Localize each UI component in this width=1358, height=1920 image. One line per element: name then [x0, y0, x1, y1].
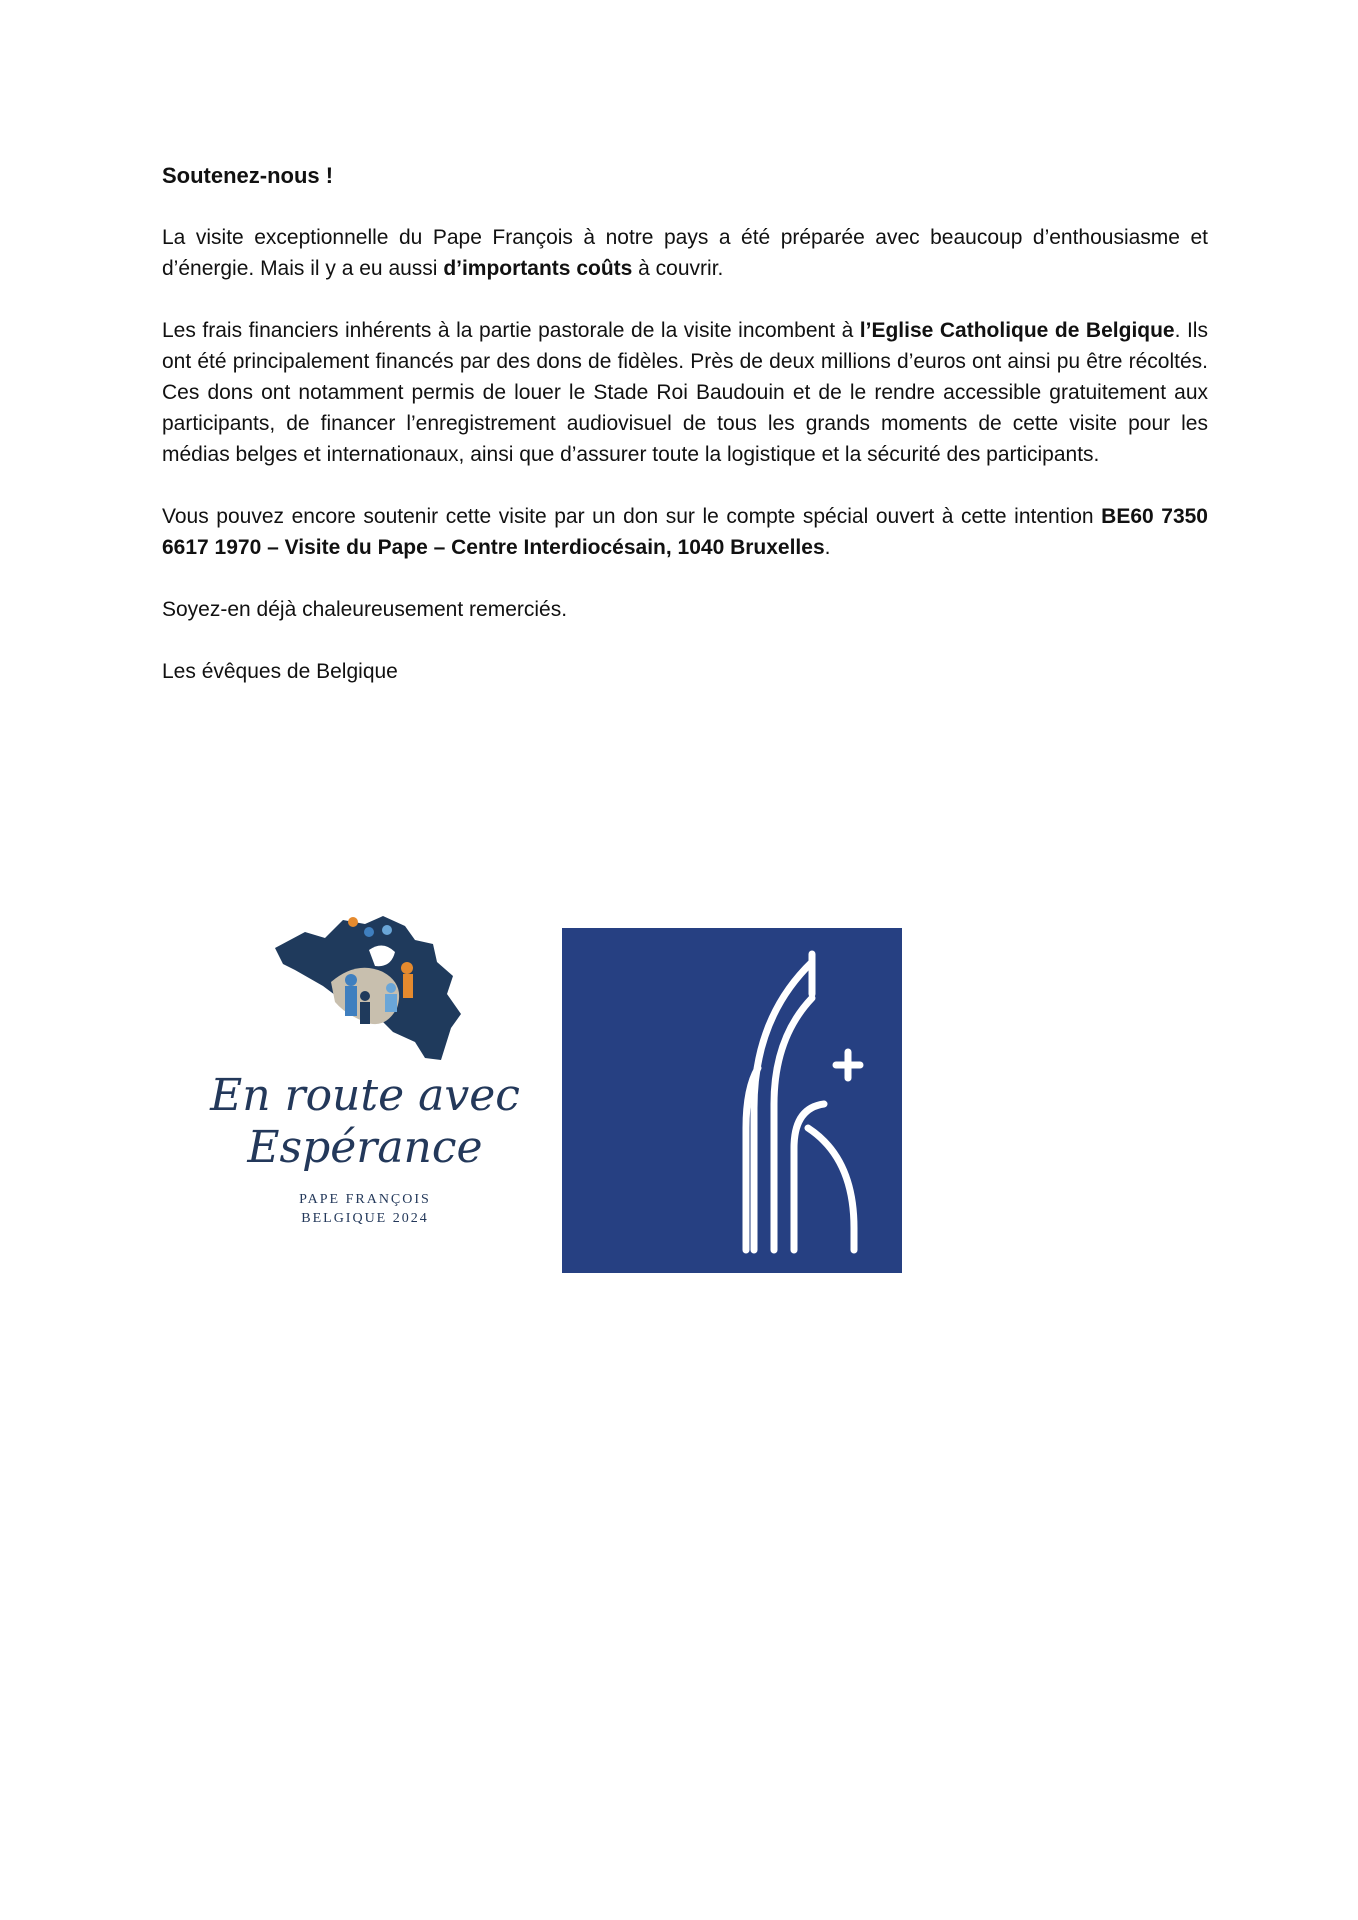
paragraph-costs-end: . Ils ont été principalement financés par des dons de fidèles. Près de deux millions d’euros ont ainsi pu être récoltés. Ces dons ont notamment permis de louer le Stade Roi Baudouin et de le rendre accessible gratuitement aux participants, de financer l’enregistrement audiovisuel de tous les grands moments de cette visite pour les médias belges et internationaux, ainsi que d’assurer toute la logistique et la sécurité des participants.: [162, 319, 1208, 466]
paragraph-thanks: Soyez-en déjà chaleureusement remerciés.: [162, 598, 568, 621]
bank-account: BE60 7350 6617 1970 – Visite du Pape – Centre Interdiocésain, 1040 Bruxelles: [162, 505, 1208, 559]
catholic-church-belgium-logo: [562, 928, 902, 1273]
paragraph-costs-emphasis: l’Eglise Catholique de Belgique: [859, 319, 1175, 342]
paragraph-visit-emphasis: d’importants coûts: [443, 257, 633, 280]
belgium-map-icon: [265, 910, 465, 1070]
logo-subtitle: [205, 1190, 525, 1228]
logo-subtitle-line-2: BELGIQUE 2024: [301, 1211, 429, 1226]
logo-title: [205, 1070, 525, 1174]
logo-title-line-1: En route avec: [210, 1070, 520, 1121]
paragraph-visit-text: La visite exceptionnelle du Pape François à notre pays a été préparée avec beaucoup d’enthousiasme et d’énergie. Mais il y a eu aussi: [162, 226, 1208, 280]
logo-title-line-2: Espérance: [247, 1122, 483, 1173]
signature: Les évêques de Belgique: [162, 660, 398, 683]
paragraph-donation: [162, 501, 1208, 563]
paragraph-visit: [162, 222, 1208, 284]
letter-body: [162, 160, 1208, 718]
page-title: Soutenez-nous !: [162, 163, 334, 188]
paragraph-visit-end: à couvrir.: [632, 257, 724, 280]
paragraph-costs-text: Les frais financiers inhérents à la partie pastorale de la visite incombent à: [162, 319, 860, 342]
paragraph-costs: [162, 315, 1208, 470]
logo-subtitle-line-1: PAPE FRANÇOIS: [299, 1192, 431, 1207]
paragraph-donation-end: .: [824, 536, 831, 559]
paragraph-donation-text: Vous pouvez encore soutenir cette visite par un don sur le compte spécial ouvert à cette intention: [162, 505, 1102, 528]
en-route-avec-esperance-logo: [205, 910, 525, 1240]
cathedral-arch-icon: [562, 928, 902, 1273]
